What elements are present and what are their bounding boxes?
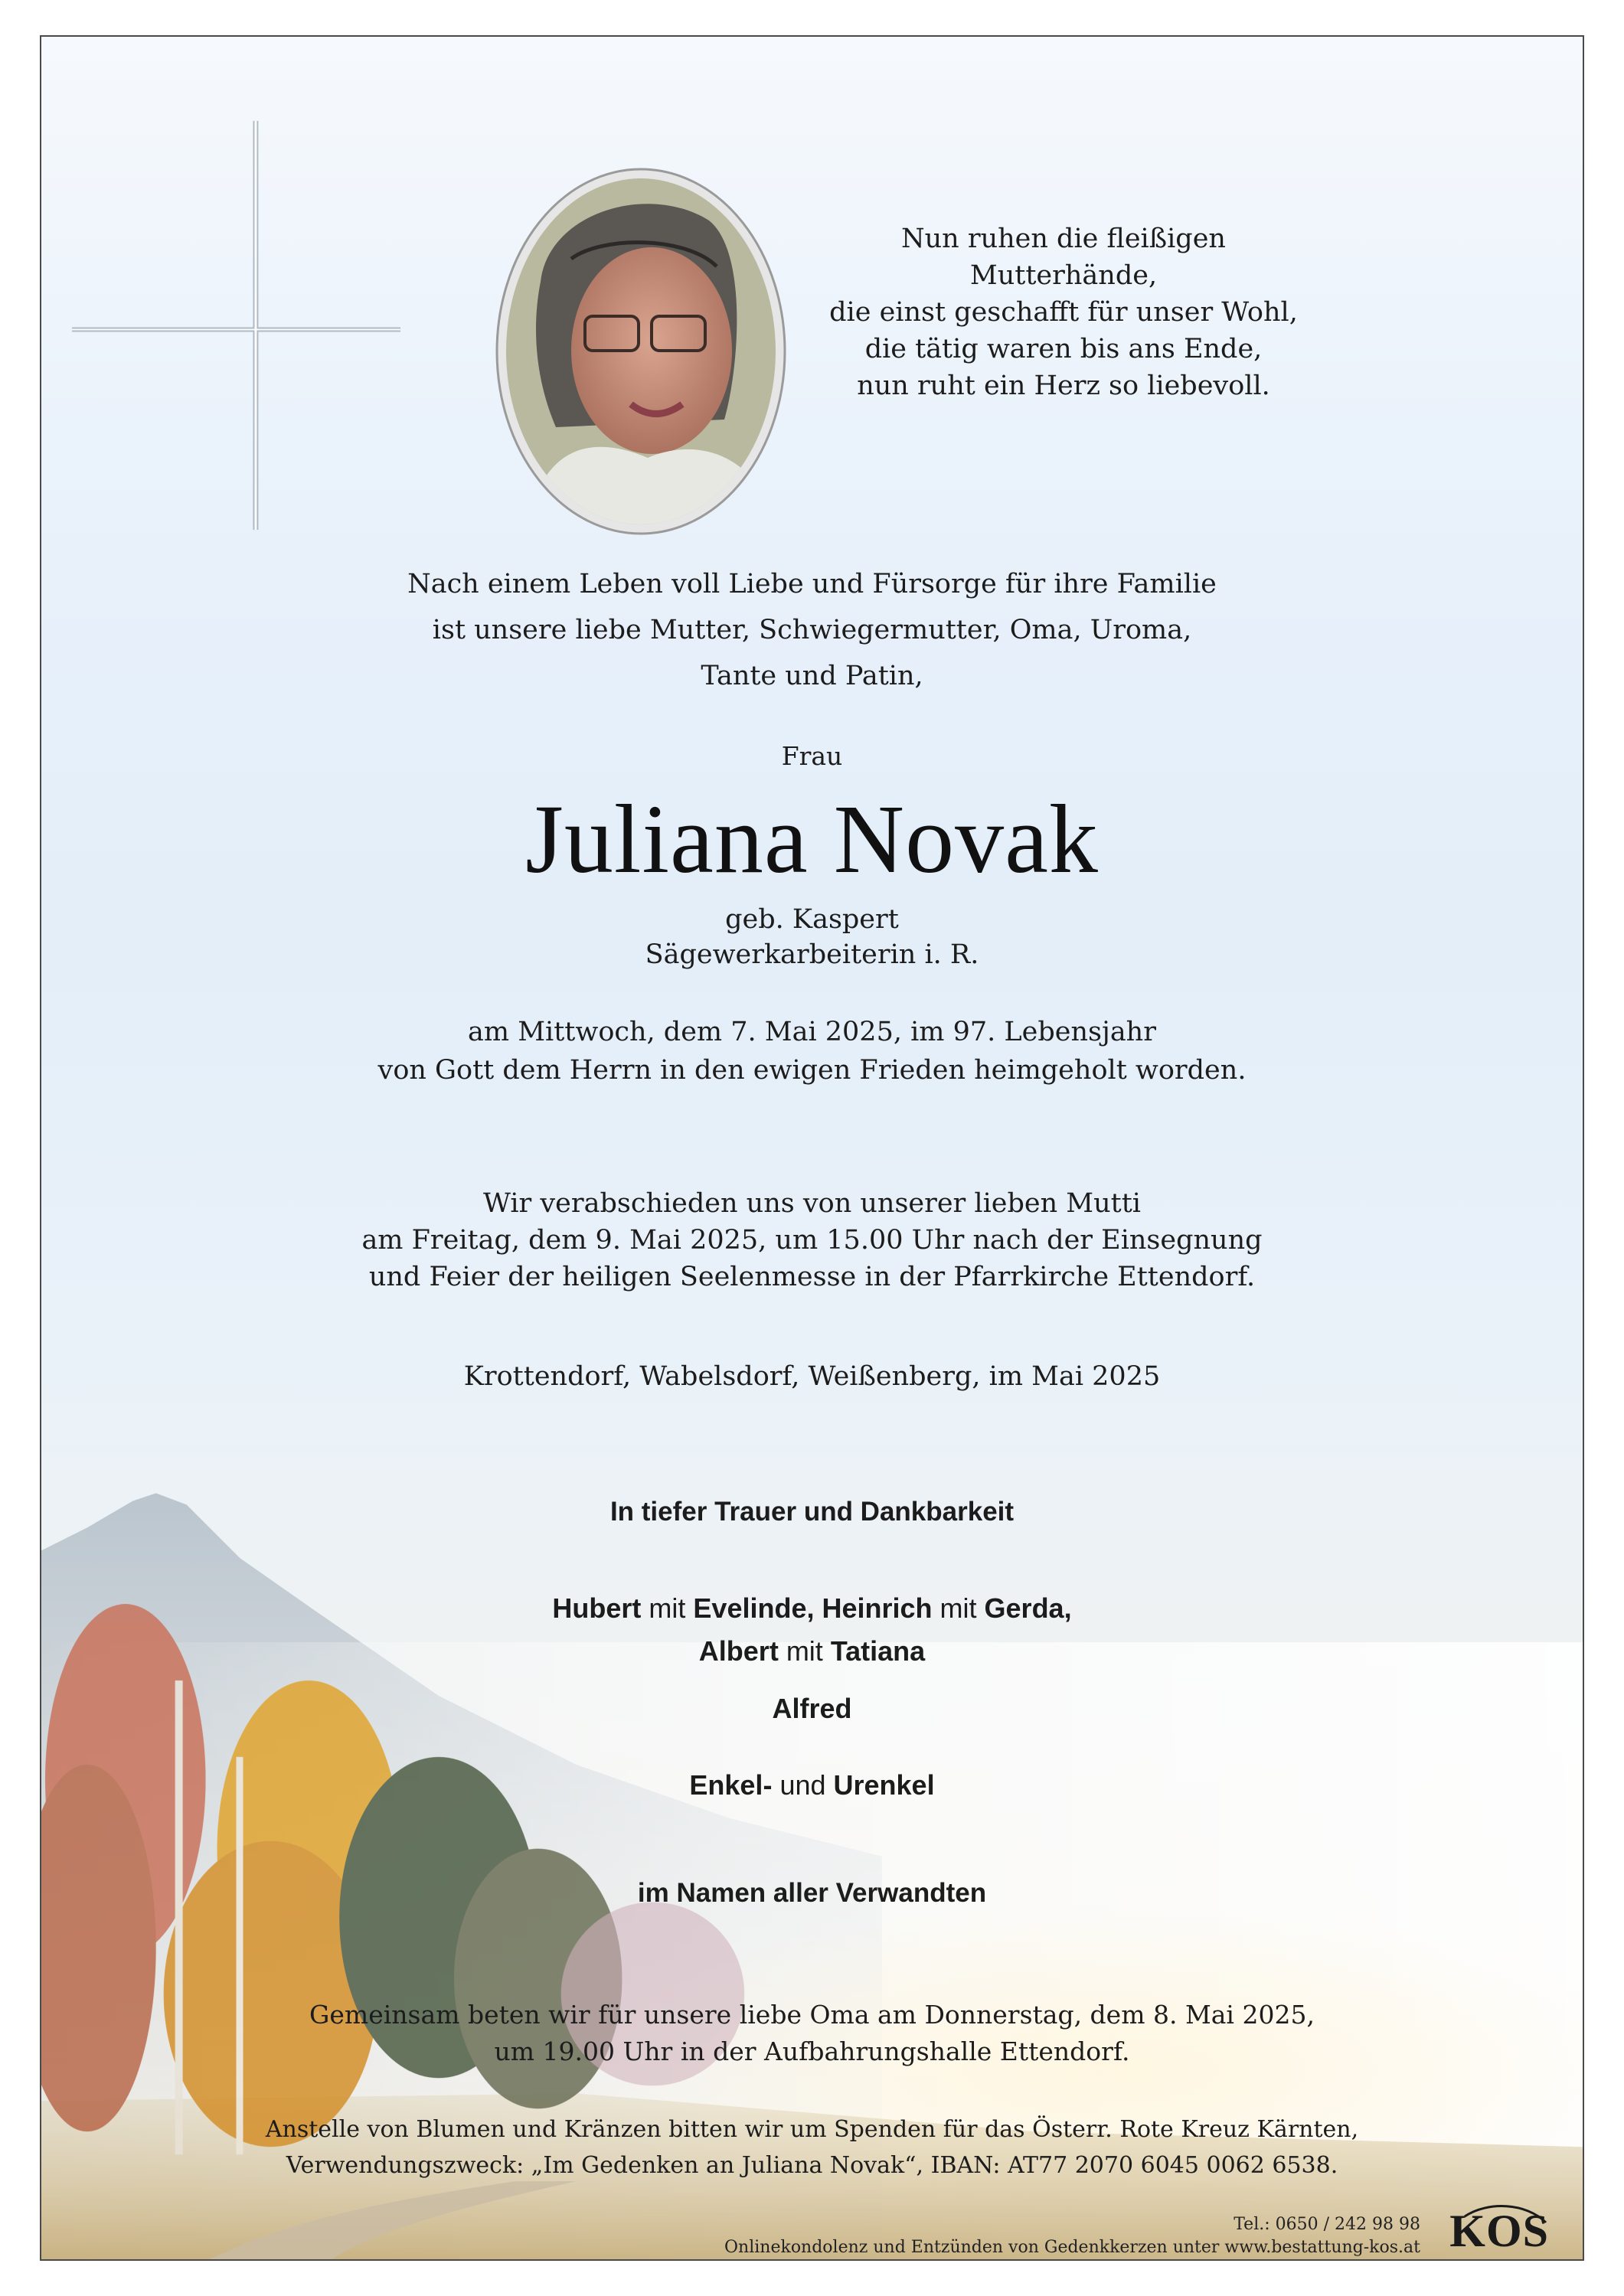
mourner-name: Gerda,	[984, 1592, 1072, 1624]
farewell-line: Wir verabschieden uns von unserer lieben Mutti	[482, 1188, 1142, 1219]
mourning-heading: In tiefer Trauer und Dankbarkeit	[609, 1497, 1015, 1527]
mourner-name: Tatiana	[830, 1635, 926, 1667]
great-grandchildren-label: Urenkel	[833, 1769, 935, 1801]
donation-notice	[41, 2111, 1583, 2183]
intro-line: Nach einem Leben voll Liebe und Fürsorge für ihre Familie	[407, 569, 1217, 599]
donation-line: Verwendungszweck: „Im Gedenken an Juliana Novak“, IBAN: AT77 2070 6045 0062 6538.	[286, 2152, 1338, 2179]
death-line: am Mittwoch, dem 7. Mai 2025, im 97. Lebensjahr	[468, 1017, 1156, 1047]
death-line: von Gott dem Herrn in den ewigen Frieden heimgeholt worden.	[377, 1055, 1247, 1086]
mit-text: mit	[932, 1592, 985, 1624]
und-text: und	[772, 1769, 834, 1801]
mourner-alfred: Alfred	[772, 1693, 852, 1724]
family-line	[41, 1630, 1583, 1673]
poem-line: Nun ruhen die fleißigen Mutterhände,	[901, 224, 1226, 291]
mit-text: mit	[641, 1592, 694, 1624]
farewell-line: am Freitag, dem 9. Mai 2025, um 15.00 Uhr nach der Einsegnung	[361, 1225, 1263, 1256]
portrait-photo	[495, 167, 787, 536]
poem-line: nun ruht ein Herz so liebevoll.	[857, 371, 1270, 401]
deceased-name: Juliana Novak	[525, 785, 1099, 893]
poem	[826, 220, 1301, 404]
obituary-sheet	[40, 35, 1584, 2261]
farewell-notice	[41, 1185, 1583, 1295]
grandchildren-label: Enkel-	[689, 1769, 773, 1801]
family-names	[41, 1587, 1583, 1673]
poem-line: die einst geschafft für unser Wohl,	[829, 297, 1298, 328]
death-notice	[41, 1013, 1583, 1089]
relatives-line: im Namen aller Verwandten	[637, 1878, 987, 1908]
family-line	[41, 1587, 1583, 1630]
poem-line: die tätig waren bis ans Ende,	[864, 334, 1263, 364]
online-condolence-link[interactable]: Onlinekondolenz und Entzünden von Gedenkkerzen unter www.bestattung-kos.at	[724, 2238, 1420, 2257]
footer-contact	[724, 2213, 1420, 2259]
landscape-background	[41, 37, 1583, 2259]
mourner-name: Hubert	[552, 1592, 642, 1624]
mourner-name: Evelinde,	[693, 1592, 815, 1624]
mourner-name: Heinrich	[822, 1592, 933, 1624]
space	[814, 1592, 822, 1624]
places-date: Krottendorf, Wabelsdorf, Weißenberg, im Mai 2025	[463, 1361, 1161, 1392]
intro-text	[41, 561, 1583, 699]
farewell-line: und Feier der heiligen Seelenmesse in der Pfarrkirche Ettendorf.	[368, 1262, 1256, 1292]
prayer-line: um 19.00 Uhr in der Aufbahrungshalle Ettendorf.	[494, 2036, 1130, 2066]
intro-line: ist unsere liebe Mutter, Schwiegermutter, Oma, Uroma,	[432, 615, 1192, 645]
logo-text: KOS	[1449, 2206, 1549, 2256]
occupation: Sägewerkarbeiterin i. R.	[645, 939, 979, 970]
birth-details	[41, 902, 1583, 972]
salutation: Frau	[781, 741, 843, 771]
donation-line: Anstelle von Blumen und Kränzen bitten wir um Spenden für das Österr. Rote Kreuz Kärnten,	[265, 2116, 1359, 2143]
intro-line: Tante und Patin,	[701, 661, 923, 691]
mit-text: mit	[778, 1635, 831, 1667]
prayer-notice	[41, 1997, 1583, 2070]
birth-name: geb. Kaspert	[725, 904, 899, 935]
kos-logo	[1434, 2200, 1549, 2261]
grandchildren	[41, 1769, 1583, 1801]
phone-number: Tel.: 0650 / 242 98 98	[1234, 2215, 1420, 2234]
mourner-name: Albert	[698, 1635, 779, 1667]
prayer-line: Gemeinsam beten wir für unsere liebe Oma am Donnerstag, dem 8. Mai 2025,	[309, 2000, 1315, 2030]
